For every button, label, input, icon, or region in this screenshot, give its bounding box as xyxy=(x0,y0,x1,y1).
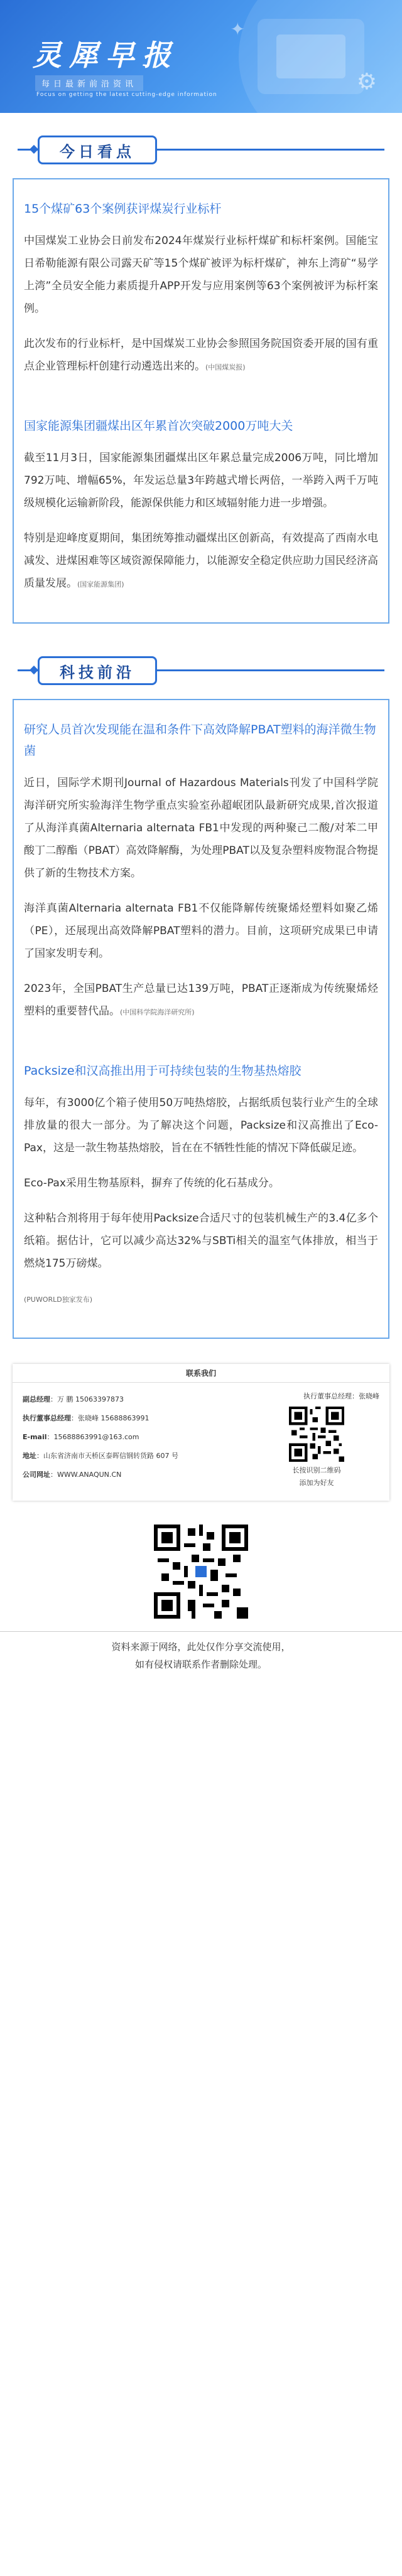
contact-label: 副总经理 xyxy=(23,1395,50,1403)
heading-text: 今日看点 xyxy=(60,142,135,161)
heading-tag xyxy=(38,136,157,164)
contact-card xyxy=(13,1364,389,1501)
contact-value[interactable]: ：万 鹏 15063397873 xyxy=(50,1395,124,1403)
article-paragraph xyxy=(24,527,378,596)
paragraph-text: 中国煤炭工业协会日前发布2024年煤炭行业标杆煤矿和标杆案例。国能宝日希勒能源有限公司露天矿等15个煤矿被评为标杆煤矿，神东上湾矿“易学上湾”全员安全能力素质提升APP开发与应用案例等63个案例被评为标杆案例。 xyxy=(24,235,378,315)
article-paragraph xyxy=(24,1092,378,1159)
qr-caption-2: 添加为好友 xyxy=(299,1479,334,1487)
article-paragraph xyxy=(24,772,378,885)
article-title[interactable]: 国家能源集团疆煤出区年累首次突破2000万吨大关 xyxy=(24,419,293,433)
contact-value[interactable]: ：张晓峰 15688863991 xyxy=(71,1414,149,1422)
article xyxy=(24,719,378,1024)
source-note: (国家能源集团) xyxy=(77,580,124,588)
article-paragraph xyxy=(24,897,378,965)
article xyxy=(24,1060,378,1311)
paragraph-text: 截至11月3日，国家能源集团疆煤出区年累总量完成2006万吨，同比增加792万吨、增幅65%，年发运总量3年跨越式增长两倍，一举跨入两千万吨级规模化运输新阶段，能源保供能力和区域辐射能力进一步增强。 xyxy=(24,452,378,509)
contact-label: 公司网址 xyxy=(23,1471,50,1479)
contact-row xyxy=(23,1428,254,1447)
today-box xyxy=(13,178,389,624)
contact-value[interactable]: ：15688863991@163.com xyxy=(46,1433,139,1441)
article-paragraph xyxy=(24,333,378,379)
banner-subtitle: 每日最新前沿资讯 xyxy=(35,75,143,91)
contact-value: ：山东省济南市天桥区泰晖信钢转货路 607 号 xyxy=(36,1452,178,1460)
paragraph-text: 海洋真菌Alternaria alternata FB1不仅能降解传统聚烯烃塑料如聚乙烯（PE），还展现出高效降解PBAT塑料的潜力。目前，这项研究成果已申请了国家发明专利。 xyxy=(24,902,378,960)
paragraph-text: 每年，有3000亿个箱子使用50万吨热熔胶，占据纸质包装行业产生的全球排放量的很大一部分。为了解决这个问题，Packsize和汉高推出了Eco-Pax，这是一款生物基热熔胶，旨在在不牺牲性能的情况下降低碳足迹。 xyxy=(24,1097,378,1154)
contact-row xyxy=(23,1409,254,1428)
contact-label: 执行董事总经理 xyxy=(23,1414,71,1422)
banner-tagline: Focus on getting the latest cutting-edge information xyxy=(36,92,217,98)
banner-decoration xyxy=(276,35,345,78)
paragraph-text: 此次发布的行业标杆，是中国煤炭工业协会参照国务院国资委开展的国有重点企业管理标杆创建行动遴选出来的。 xyxy=(24,338,378,373)
heading-text: 科技前沿 xyxy=(60,663,135,681)
source-note: (中国煤炭报) xyxy=(205,363,246,371)
article-paragraph xyxy=(24,1207,378,1275)
article-title[interactable]: Packsize和汉高推出用于可持续包装的生物基热熔胶 xyxy=(24,1064,302,1078)
contact-qr-block xyxy=(254,1390,379,1489)
article-paragraph xyxy=(24,447,378,514)
paragraph-text: 特别是迎峰度夏期间，集团统筹推动疆煤出区创新高，有效提高了西南水电减发、进煤困难等区域资源保障能力，以能源安全稳定供应助力国民经济高质量发展。 xyxy=(24,532,378,590)
contact-label: 地址 xyxy=(23,1452,36,1460)
section-heading-tech xyxy=(0,649,402,699)
contact-details xyxy=(23,1390,254,1489)
qr-code-icon[interactable] xyxy=(289,1407,344,1462)
copyright-notice xyxy=(0,1631,402,1673)
contact-exec-label: 执行董事总经理：张晓峰 xyxy=(303,1392,379,1400)
banner-title: 灵犀早报 xyxy=(33,38,178,72)
contact-value[interactable]: ：WWW.ANAQUN.CN xyxy=(50,1471,122,1479)
article-paragraph xyxy=(24,1287,378,1311)
tech-box xyxy=(13,699,389,1339)
article-title[interactable]: 15个煤矿63个案例获评煤炭行业标杆 xyxy=(24,202,222,216)
source-note: (PUWORLD独家发布) xyxy=(24,1296,93,1304)
paragraph-text: 2023年，全国PBAT生产总量已达139万吨，PBAT正逐渐成为传统聚烯烃塑料的重要替代品。 xyxy=(24,982,378,1018)
paragraph-text: 这种粘合剂将用于每年使用Packsize合适尺寸的包装机械生产的3.4亿多个纸箱。据估计，它可以减少高达32%与SBTi相关的温室气体排放，相当于燃烧175万磅煤。 xyxy=(24,1212,378,1270)
qr-caption: 长按识别二维码 xyxy=(292,1466,341,1474)
article-paragraph xyxy=(24,1172,378,1195)
paragraph-text: 近日，国际学术期刊Journal of Hazardous Materials刊发了中国科学院海洋研究所实验海洋生物学重点实验室孙超岷团队最新研究成果,首次报道了从海洋真菌Alternaria alternata FB1中发现的两种聚己二酸/对苯二甲酸丁二醇酯（PBAT）高效降解酶，为处理PBAT以及复杂塑料废物混合物提供了新的生物技术方案。 xyxy=(24,777,378,880)
big-qr-section xyxy=(0,1525,402,1621)
contact-label: E-mail xyxy=(23,1433,47,1441)
source-note: (中国科学院海洋研究所) xyxy=(120,1008,195,1016)
lightbulb-icon: ✦ xyxy=(230,19,245,40)
contact-row xyxy=(23,1466,254,1484)
contact-row xyxy=(23,1390,254,1409)
article-title[interactable]: 研究人员首次发现能在温和条件下高效降解PBAT塑料的海洋微生物菌 xyxy=(24,723,376,758)
notice-line: 如有侵权请联系作者删除处理。 xyxy=(134,1659,267,1670)
heading-tag xyxy=(38,656,157,685)
paragraph-text: Eco-Pax采用生物基原料，摒弃了传统的化石基成分。 xyxy=(24,1177,280,1190)
contact-row xyxy=(23,1447,254,1466)
section-heading-today xyxy=(0,128,402,178)
notice-line: 资料来源于网络，此处仅作分享交流使用， xyxy=(111,1641,291,1653)
qr-code-icon[interactable] xyxy=(154,1525,248,1619)
article xyxy=(24,415,378,596)
contact-title: 联系我们 xyxy=(13,1364,389,1383)
article-paragraph xyxy=(24,230,378,320)
article xyxy=(24,198,378,379)
gear-icon: ⚙ xyxy=(356,69,377,95)
contact-body xyxy=(13,1383,389,1501)
article-paragraph xyxy=(24,977,378,1024)
banner xyxy=(0,0,402,113)
